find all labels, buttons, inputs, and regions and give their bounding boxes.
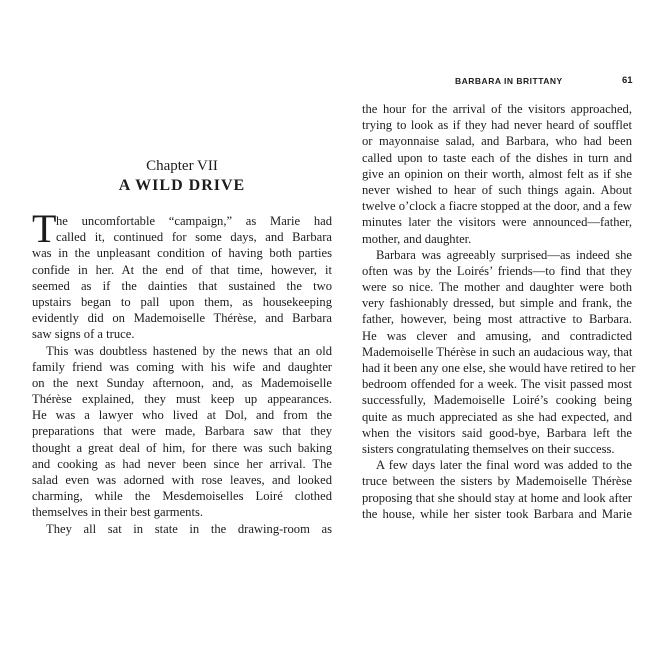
text-line: upstairs began to pall upon them, as housekeeping (32, 294, 332, 309)
chapter-number: Chapter VII (146, 158, 218, 174)
text-line: and cooking as had never been since her arrival. The (32, 456, 332, 471)
text-line: Barbara was agreeably surprised—as indeed she (376, 247, 632, 262)
paragraph-5 (362, 247, 636, 457)
chapter-title: A WILD DRIVE (118, 177, 246, 194)
text-line: seemed as if the dainties that sustained the two (32, 278, 332, 293)
paragraph-2 (32, 343, 332, 521)
text-line: preparations that were made, Barbara saw that they (32, 424, 332, 439)
text-line: He was clever and amusing, and contradicted (362, 328, 632, 343)
text-line: give an opinion on their worth, almost felt as if she (362, 166, 632, 181)
left-body-text (32, 206, 332, 537)
text-line: evidently did on Mademoiselle Thérèse, and Barbara (32, 311, 332, 326)
drop-cap: T (32, 206, 57, 251)
running-head: BARBARA IN BRITTANY (455, 76, 563, 86)
text-line: successfully, Mademoiselle Loiré’s cooking being (362, 393, 632, 408)
text-line: often was by the Loirés’ friends—to find that they (362, 263, 632, 278)
text-line: sisters congratulating themselves on their success. (362, 441, 615, 456)
paragraph-6 (362, 457, 632, 522)
text-line: he uncomfortable “campaign,” as Marie had (56, 214, 332, 228)
text-line: twelve o’clock a fiacre stopped at the door, and a few (362, 199, 632, 214)
text-line: charming, while the Mesdemoiselles Loiré clothed (32, 489, 332, 504)
text-line: the hour for the arrival of the visitors approached, (362, 102, 632, 116)
text-line: saw signs of a truce. (32, 327, 135, 342)
text-line: called it, continued for some days, and Barbara (56, 230, 332, 245)
text-line: had it been any one else, she would have retired to her (362, 361, 636, 375)
text-line: father, however, being most attractive to Barbara. (362, 312, 632, 327)
text-line: when the visitors said good-bye, Barbara left the (362, 425, 632, 440)
text-line: truce between the sisters by Mademoiselle Thérèse (362, 474, 632, 489)
text-line: thought a great deal of him, for there was such baking (32, 440, 332, 455)
text-line: Mademoiselle Thérèse in such an audacious way, that (362, 344, 633, 359)
text-line: or mayonnaise salad, and Barbara, who had been (362, 134, 632, 149)
text-line: family friend was coming with his wife and daughter (32, 359, 332, 374)
text-line: Thérèse explained, they must keep up appearances. (32, 392, 332, 407)
text-line: themselves in their best garments. (32, 505, 204, 520)
page-number: 61 (622, 75, 633, 86)
text-line: They all sat in state in the drawing-room as (46, 521, 332, 536)
text-line: trying to look as if they had never heard of soufflet (362, 118, 632, 133)
text-line: quite as much appreciated as she had expected, and (362, 409, 632, 424)
text-line: This was doubtless hastened by the news that an old (46, 343, 332, 358)
paragraph-3 (32, 521, 332, 537)
text-line: A few days later the final word was added to the (376, 458, 632, 473)
paragraph-1 (32, 206, 332, 343)
text-line: the house, while her sister took Barbara and Marie (362, 506, 632, 521)
text-line: were so nice. The mother and daughter were both (362, 280, 632, 295)
text-line: was in the unpleasant condition of having both parties (32, 246, 332, 261)
text-line: very fashionably dressed, but simple and frank, the (362, 296, 632, 311)
text-line: minutes later the visitors were announced—father, (362, 215, 632, 230)
text-line: never wished to hear of such things again. About (362, 182, 632, 197)
text-line: called upon to taste each of the dishes in turn and (362, 150, 632, 165)
text-line: mother, and daughter. (362, 231, 472, 246)
text-line: salad even was adorned with rose leaves, and looked (32, 473, 332, 487)
text-line: proposing that she should stay at home and look after (362, 490, 632, 505)
text-line: on the next Sunday afternoon, and, as Mademoiselle (32, 375, 332, 390)
text-line: He was a lawyer who lived at Dol, and from the (32, 408, 332, 423)
text-line: bedroom offended for a week. The visit passed most (362, 377, 632, 392)
right-body-text (362, 101, 636, 522)
text-line: confide in her. At the end of that time, however, it (32, 262, 332, 277)
paragraph-4 (362, 101, 632, 247)
